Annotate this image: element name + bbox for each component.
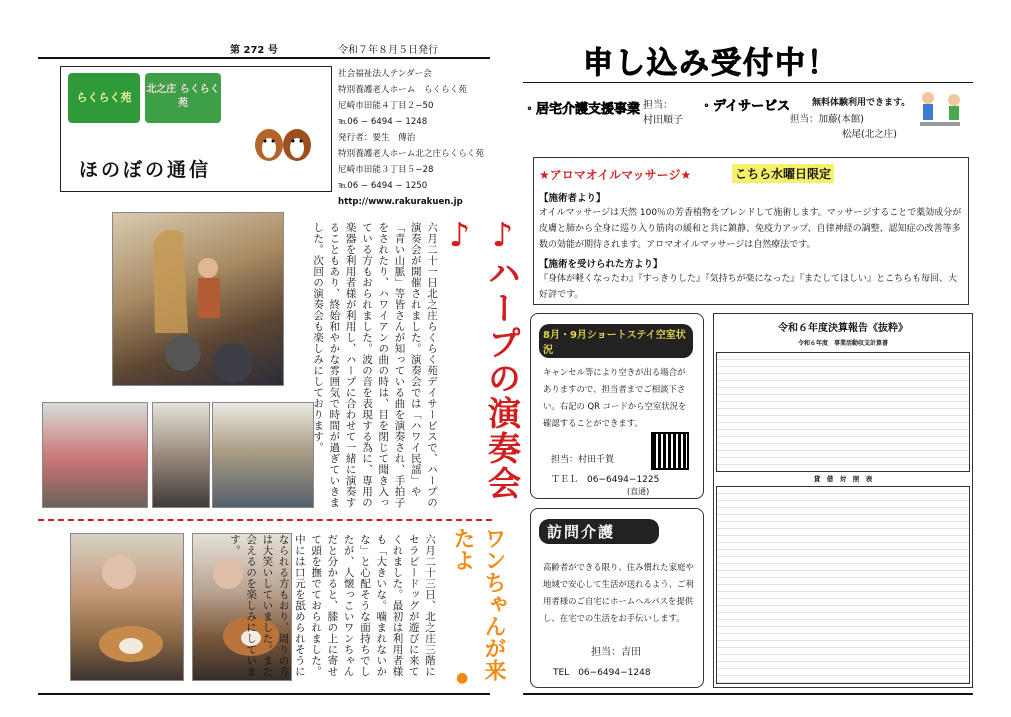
harp-photo-3 <box>152 402 210 508</box>
financial-report <box>713 313 973 688</box>
balance-sheet-table <box>716 486 970 684</box>
org-publisher: 発行者：要生 傳治 <box>338 133 416 143</box>
org-url[interactable]: http://www.rakurakuen.jp <box>338 197 463 207</box>
aroma-title-text: ★アロマオイルマッサージ★ <box>539 168 692 182</box>
service1-label: ・居宅介護支援事業 <box>523 102 641 117</box>
dog-title-paw-icon: ● <box>456 670 469 686</box>
org-home1: 特別養護老人ホーム らくらく苑 <box>338 85 467 95</box>
org-tel1: ℡06 − 6494 − 1248 <box>338 117 428 127</box>
dashed-divider <box>38 519 492 521</box>
visit-care-tel: TEL 06−6494−1248 <box>553 668 651 678</box>
issue-date: 令和７年８月５日発行 <box>338 45 438 56</box>
org-tel2: ℡06 − 6494 − 1250 <box>338 181 428 191</box>
short-stay-contact: 担当：村田千賀 <box>551 455 615 465</box>
visit-care-text: 高齢者ができる限り、住み慣れた家庭や地域で安心して生活が送れるよう、ご利用者様のご自宅にホームヘルパスを提供し、在宅での生活をお手伝いします。 <box>543 562 694 623</box>
short-stay-title: 8月・9月ショートステイ空室状況 <box>539 324 693 358</box>
harp-photo-main <box>112 212 284 386</box>
service2-note: 無料体験利用できます。 <box>812 98 911 108</box>
exercise-illustration <box>910 86 970 136</box>
dog-article-text: 六月二十三日、北之庄三階にセラピードッグが遊びに来てくれました。最初は利用者様も「大きいな。噛まれないかな」と心配そうな面持ちでしたが、人懐っこいワンちゃんだと分かると、膝の上に寄せて頭を撫でておられました。中には口元を舐められそうになられる方もおり、周りの方は大笑いしていました。また会えるのを楽しみにしています。 <box>228 534 436 677</box>
visit-care-box <box>530 508 704 688</box>
aroma-day: こちら水曜日限定 <box>732 164 834 183</box>
service2-contact1: 担当：加藤(本館) <box>790 114 864 125</box>
service2-contact2: 松尾(北之庄) <box>842 129 897 140</box>
report-subtitle-2: 貸 借 対 照 表 <box>813 475 873 483</box>
harp-photo-4 <box>212 402 314 508</box>
visit-care-title: 訪問介護 <box>539 519 659 544</box>
newsletter-title: ほのぼの通信 <box>79 159 212 181</box>
visit-care-contact: 担当：吉田 <box>591 647 641 658</box>
harp-photo-2 <box>42 402 148 508</box>
aroma-paragraph-1: オイルマッサージは天然 100％の芳香植物をブレンドして施術します。マッサージすることで薬効成分が皮膚と肺から全身に巡り入り筋肉の緩和と共に鎮静、免疫力アップ、自律神経の調整、認知症の改善等多数の効能が期待されます。アロマオイルマッサージは自然療法です。 <box>539 208 962 250</box>
dog-title: ワンちゃんが来たよ <box>450 527 507 681</box>
issue-number: 第 272 号 <box>230 45 278 56</box>
org-addr2: 尼崎市田能３丁目５−28 <box>338 165 434 175</box>
org-corp: 社会福祉法人テンダー会 <box>338 69 432 79</box>
logo-right: 北之庄 らくらく苑 <box>145 73 221 123</box>
harp-article-text: 六月二十一日北之庄らくらく苑デイサービスで、ハープの演奏会が開催されました。演奏会では「ハワイ民謡」や「青い山脈」等皆さんが知っている曲を演奏され、手拍子をされたり、ハワイアンの曲の時は、目を閉じて聞き入っている方もおられました。波の音を表現する為に、専用の楽器を利用者様が利用し、ハープに合わせて一緒に演奏することもあり、終始和やかな雰囲気で時間が過ぎていきました。次回の演奏会も楽しみにしております。 <box>312 222 438 508</box>
org-home2: 特別養護老人ホーム北之庄らくらく苑 <box>338 149 485 159</box>
aroma-heading-1: 【施術者より】 <box>539 193 606 204</box>
top-rule-left <box>38 57 490 59</box>
aroma-box <box>533 157 969 305</box>
income-statement-table <box>716 352 970 472</box>
bottom-rule-right <box>523 693 973 695</box>
masthead-box <box>60 66 332 192</box>
aroma-heading-2: 【施術を受けられた方より】 <box>539 259 663 270</box>
report-subtitle-1: 令和６年度 事業活動収支計算書 <box>797 340 888 347</box>
dog-photo-1 <box>70 533 184 681</box>
harp-title: ♪ハープの演奏会♪ <box>440 215 522 501</box>
short-stay-text: キャンセル等により空きが出る場合がありますので、担当者までご相談下さい。右記の QR コードから空室状況を確認することができます。 <box>543 367 687 428</box>
qr-code-icon[interactable] <box>651 432 689 470</box>
service2-label: ・デイサービス <box>700 99 791 114</box>
report-title: 令和６年度決算報告《抜粋》 <box>778 323 908 334</box>
short-stay-box <box>530 313 704 499</box>
dogs-illustration <box>249 115 317 167</box>
short-stay-tel: ＴＥＬ 06−6494−1225 <box>551 475 660 485</box>
top-rule-right <box>523 82 973 83</box>
banner-title: 申し込み受付中！ <box>583 46 839 81</box>
short-stay-tel-note: (直通) <box>627 487 650 496</box>
aroma-paragraph-2: 『身体が軽くなったわ』『すっきりした』『気持ちが楽になった』『またしてほしい』とこちらも毎回、大好評です。 <box>539 274 957 300</box>
org-info <box>338 66 490 210</box>
logo-left: らくらく苑 <box>68 73 140 123</box>
aroma-title <box>539 166 691 183</box>
service1-contact: 担当： 村田順子 <box>643 100 683 126</box>
bottom-rule-left <box>38 693 490 695</box>
org-addr1: 尼崎市田能４丁目２−50 <box>338 101 434 111</box>
